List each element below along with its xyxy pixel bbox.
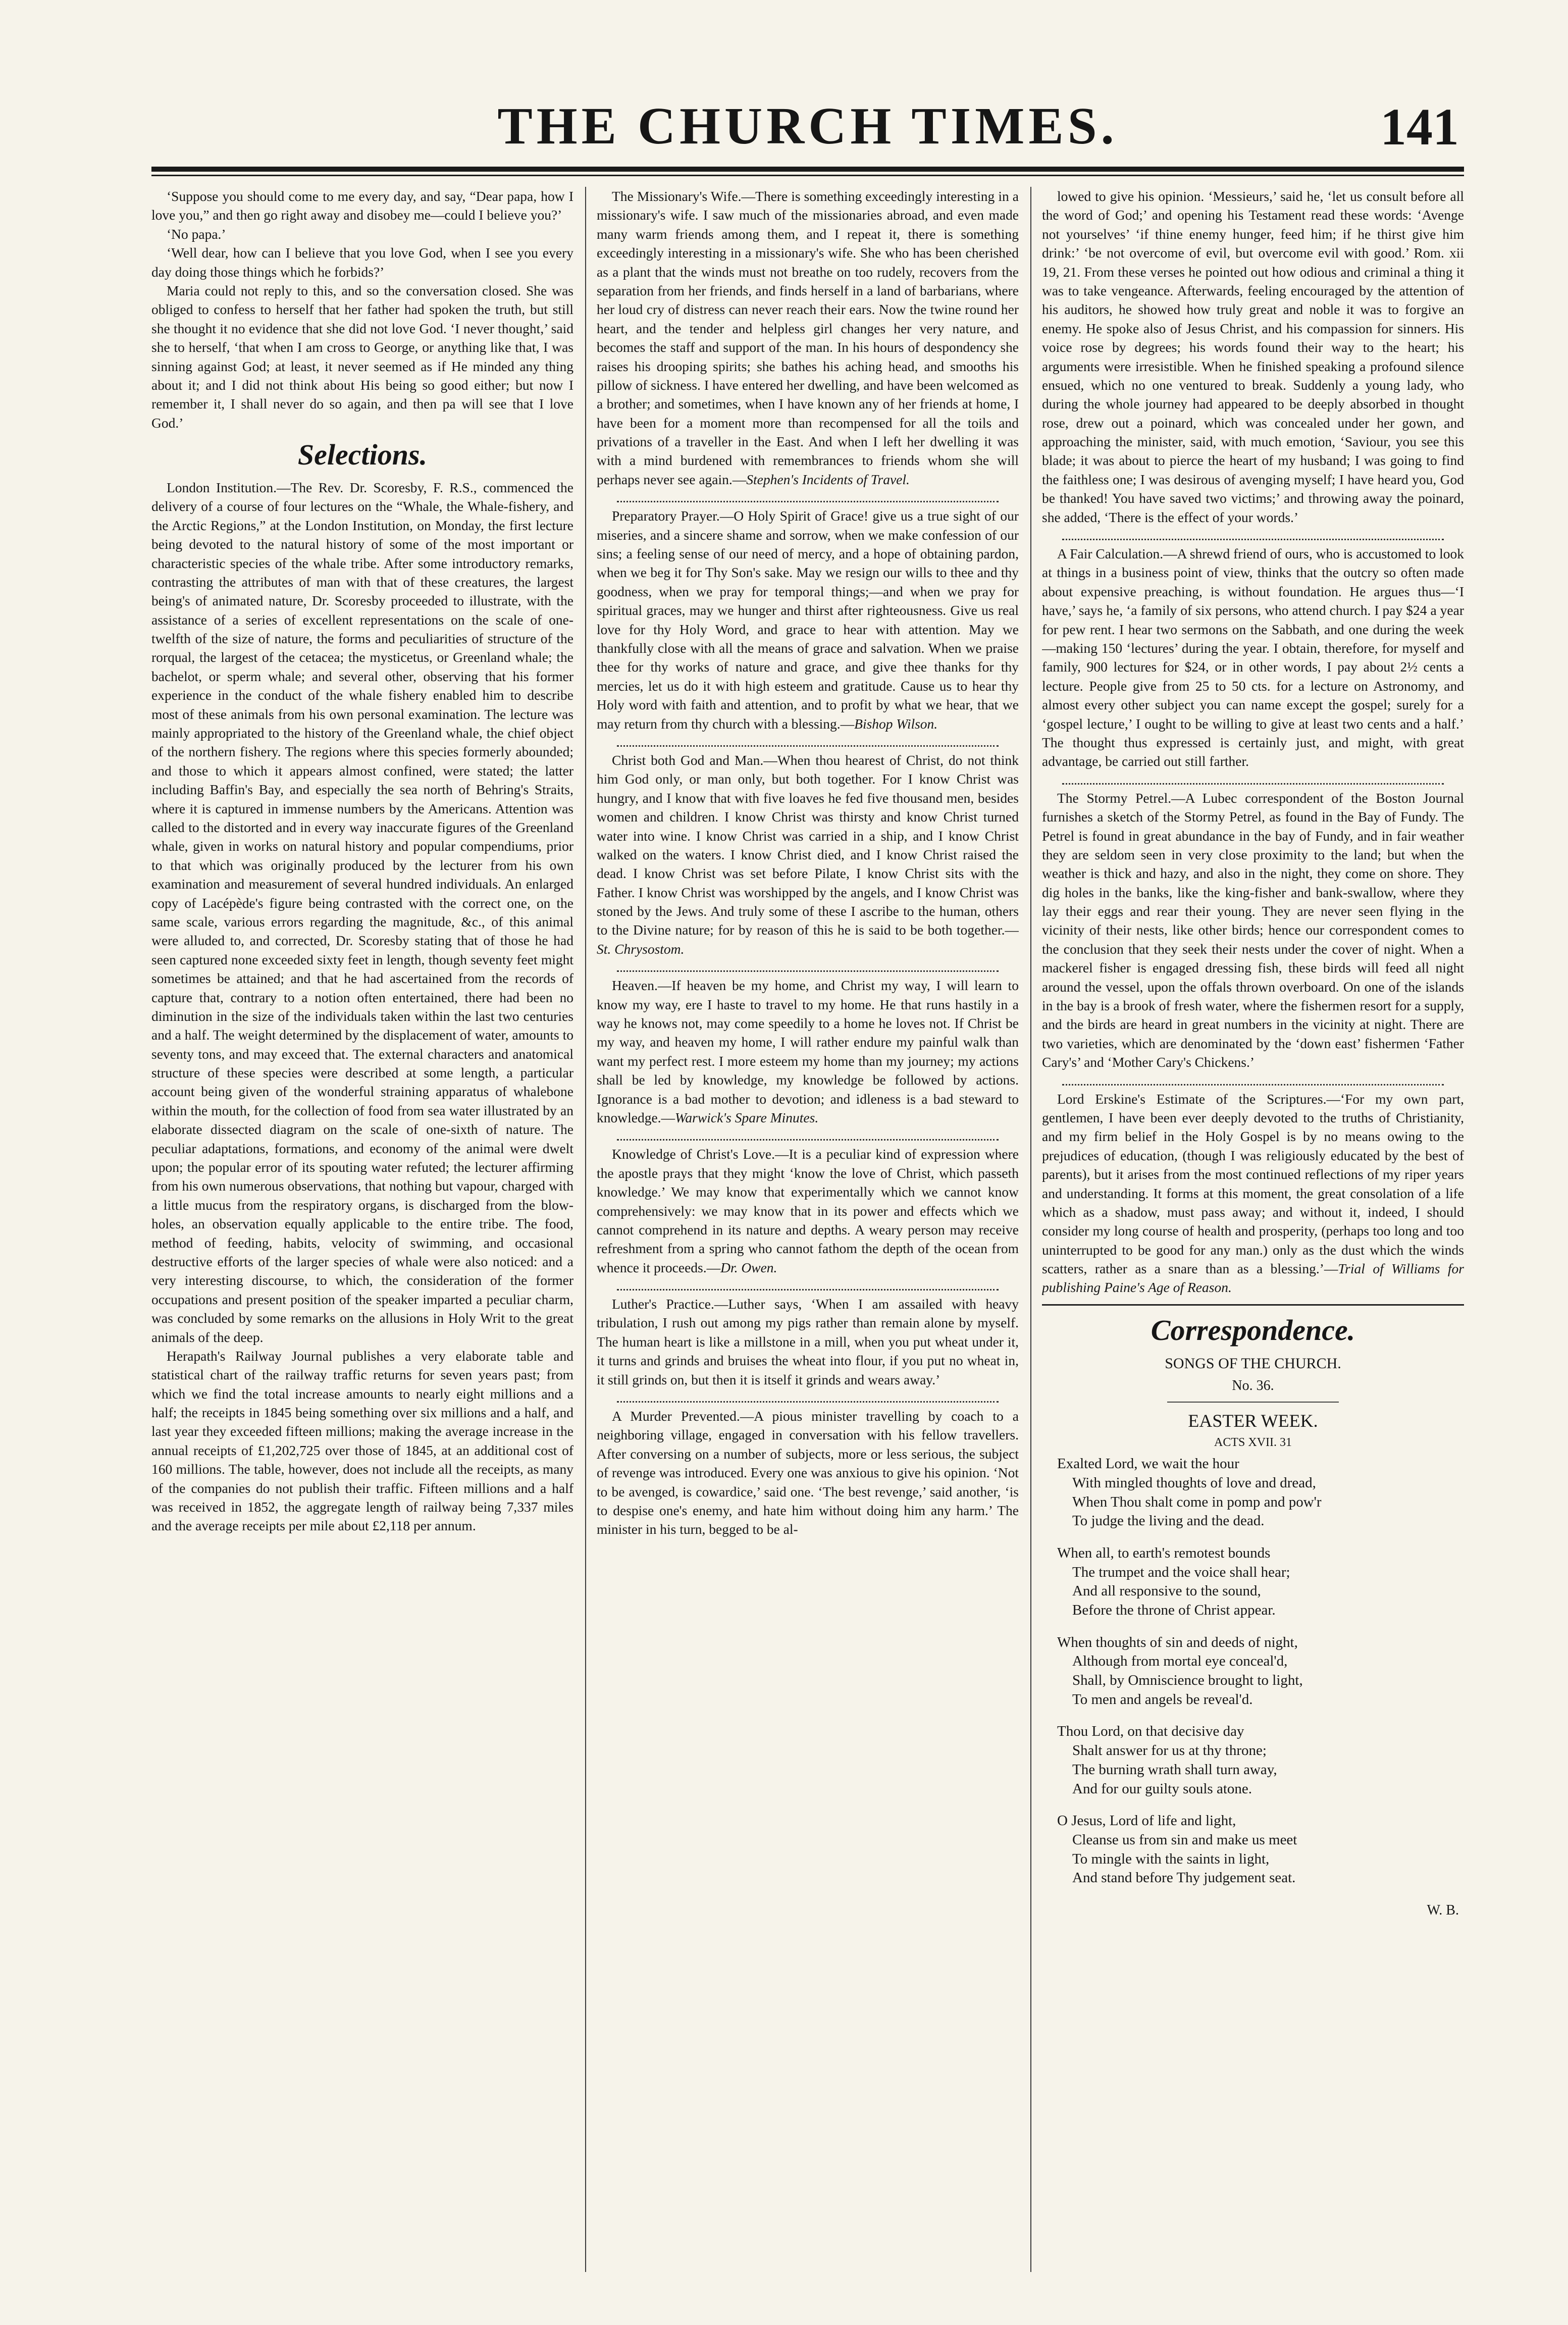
- poem-stanza: [1057, 1722, 1464, 1798]
- correspondence-heading: Correspondence.: [1151, 1313, 1355, 1347]
- masthead-title: THE CHURCH TIMES.: [497, 97, 1118, 155]
- story-paragraph: ‘Suppose you should come to me every day, and say, “Dear papa, how I love you,” and then go right away and disobey me—could I believe you?’: [151, 188, 573, 223]
- poem-title: EASTER WEEK.: [1188, 1410, 1318, 1431]
- article-herapath: Herapath's Railway Journal publishes a very elaborate table and statistical chart of the railway traffic returns for seven years past; from which we find the total increase amounts to nearly eight millions and a half; the receipts in 1845 being something over six millions and a half, and last year they exceeded fifteen millions; making the average increase in the annual receipts of £1,202,725 over those of 1845, at an additional cost of 160 millions. The table, however, does not include all the receipts, as many of the companies do not publish their traffic. Fifteen millions and a half was received in 1852, the aggregate length of railway being 7,337 miles and the average receipts per mile about £2,118 per annum.: [151, 1348, 573, 1534]
- poem-line: The burning wrath shall turn away,: [1072, 1761, 1277, 1778]
- poem-line: When all, to earth's remotest bounds: [1057, 1544, 1271, 1561]
- column-1: [151, 187, 573, 2272]
- poem-stanza: [1057, 1455, 1464, 1531]
- article-text: Christ both God and Man.—When thou hearest of Christ, do not think him God only, or man only, but both together. For I know Christ was hungry, and I know that with five loaves he fed five thousand men, besides women and children. I know Christ was thirsty and know Christ turned water into wine. I know Christ was carried in a ship, and I know Christ walked on the waters. I know Christ died, and I know Christ raised the dead. I know Christ was set before Pilate, I know Christ sits with the Father. I know Christ was worshipped by the angels, and I know Christ was stoned by the Jews. And truly some of these I ascribe to the human, others to the Divine nature; for by reason of this he is said to be both together.—: [597, 752, 1019, 938]
- poem-line: Thou Lord, on that decisive day: [1057, 1723, 1244, 1740]
- poem-stanza: [1057, 1544, 1464, 1620]
- masthead: [151, 91, 1464, 172]
- story-paragraph: Maria could not reply to this, and so the conversation closed. She was obliged to confess to herself that her father had spoken the truth, but still she thought it no evidence that she did not love God. ‘I never thought,’ said she to herself, ‘that when I am cross to George, or anything like that, I was sinning against God; at least, it never seemed as if He minded any thing about it; and I did not think about His being so good either; but now I remember it, I shall never do so again, and then pa will see that I love God.’: [151, 282, 573, 431]
- separator: [1062, 531, 1444, 540]
- poem-line: Although from mortal eye conceal'd,: [1072, 1653, 1288, 1670]
- column-2: [597, 187, 1019, 2272]
- poem-line: Shall, by Omniscience brought to light,: [1072, 1672, 1303, 1689]
- separator: [1062, 1076, 1444, 1086]
- correspondence-section: [1042, 1304, 1464, 1920]
- separator: [617, 1393, 999, 1403]
- article-text: Preparatory Prayer.—O Holy Spirit of Grace! give us a true sight of our miseries, and a sincere shame and sorrow, when we make confession of our sins; a feeling sense of our need of mercy, and a hope of obtaining pardon, when we beg it for Thy Son's sake. May we resign our wills to thee and thy goodness, when we pray for temporal things;—and when we pray for spiritual graces, may we hunger and thirst after righteousness. Give us real love for thy Holy Word, and grace to hear with attention. May we thankfully close with all the means of grace and salvation. When we praise thee for thy works of nature and grace, and give thee thanks for thy mercies, let us do it with high esteem and gratitude. Cause us to hear thy Holy word with faith and attention, and to profit by what we hear, that we may return from thy church with a blessing.—: [597, 508, 1019, 732]
- story-paragraph: ‘No papa.’: [167, 226, 226, 242]
- poem-line: When thoughts of sin and deeds of night,: [1057, 1634, 1298, 1650]
- poem-line: And for our guilty souls atone.: [1072, 1780, 1252, 1797]
- column-divider: [1030, 187, 1031, 2272]
- poem-line: And stand before Thy judgement seat.: [1072, 1870, 1296, 1886]
- songs-title: SONGS OF THE CHURCH.: [1165, 1355, 1341, 1372]
- separator: [617, 1281, 999, 1290]
- poem-line: Cleanse us from sin and make us meet: [1072, 1831, 1297, 1848]
- newspaper-page: [151, 91, 1464, 2277]
- article-luther: Luther's Practice.—Luther says, ‘When I am assailed with heavy tribulation, I rush out among my pigs rather than remain alone by myself. The human heart is like a millstone in a mill, when you put wheat under it, it turns and grinds and bruises the wheat into flour, if you put no wheat in, it still grinds on, but then it is itself it grinds and wears away.’: [597, 1296, 1019, 1387]
- article-text: Lord Erskine's Estimate of the Scriptures.—‘For my own part, gentlemen, I have been ever deeply devoted to the truths of Christianity, and my firm belief in the Holy Gospel is by no means owing to the prejudices of education, (though I was religiously educated by the best of parents), but it arises from the most continued reflections of my riper years and understanding. It forms at this moment, the great consolation of a life which as a shadow, must pass away; and without it, indeed, I should consider my long course of health and prosperity, (perhaps too long and too uninterrupted to be good for any man.) only as the dust which the winds scatters, rather as a snare than as a blessing.’—: [1042, 1091, 1464, 1277]
- poem-line: To mingle with the saints in light,: [1072, 1850, 1270, 1867]
- separator: [1062, 775, 1444, 785]
- article-text: Heaven.—If heaven be my home, and Christ my way, I will learn to know my way, ere I haste to travel to my home. He that runs hastily in a way he knows not, may come speedily to a home he loves not. If Christ be my way, and heaven my home, I will rather endure my painful walk than want my perfect rest. I more esteem my home than my journey; my actions shall be led by knowledge, my knowledge be followed by actions. Ignorance is a bad mother to devotion; and idleness is a bad steward to knowledge.—: [597, 977, 1019, 1125]
- poem-line: To men and angels be reveal'd.: [1072, 1691, 1253, 1708]
- poem-line: The trumpet and the voice shall hear;: [1072, 1564, 1290, 1580]
- divider-rule: [1167, 1402, 1339, 1403]
- article-knowledge: [597, 1145, 1019, 1277]
- poem-reference: ACTS XVII. 31: [1214, 1435, 1292, 1449]
- article-missionary-wife: The Missionary's Wife.—There is something exceedingly interesting in a missionary's wife. I saw much of the missionaries abroad, and even made many warm friends among them, and I repeat it, there is something exceedingly interesting in a missionary's wife. She who has been cherished as a plant that the winds must not breathe on too rudely, recovers from the separation from her friends, and finds herself in a land of barbarians, where her loud cry of distress can never reach their ears. Now the twine round her heart, and the tender and helpless girl changes her very nature, and becomes the staff and support of the man. In his hours of despondency she raises his drooping spirits; she bathes his aching head, and smooths his pillow of sickness. I have entered her dwelling, and have been welcomed as a brother; and sometimes, when I have known any of her friends at home, I have been for a moment more than recompensed for all the toils and privations of a traveller in the East. And when I left her dwelling it was with a mind burdened with remembrances to friends whom she will perhaps never see again.—Stephen's Incidents of Travel.: [597, 188, 1019, 487]
- poem-line: Exalted Lord, we wait the hour: [1057, 1456, 1239, 1472]
- article-christ-god-man: [597, 751, 1019, 958]
- article-heaven: [597, 976, 1019, 1127]
- citation: Bishop Wilson.: [854, 715, 938, 732]
- citation: St. Chrysostom.: [597, 941, 685, 957]
- article-murder-prevented: A Murder Prevented.—A pious minister travelling by coach to a neighboring village, engaged in conversation with his fellow travellers. After conversing on a number of subjects, more or less serious, the subject of revenge was introduced. Every one was anxious to give his opinion. ‘Not to be avenged, is cowardice,’ said one. ‘The best revenge,’ said another, ‘is to despise one's enemy, and hate him without doing him any harm.’ The minister in his turn, begged to be al-: [597, 1408, 1019, 1537]
- separator: [617, 1131, 999, 1141]
- separator: [617, 493, 999, 502]
- separator: [617, 962, 999, 972]
- poem-stanza: [1057, 1812, 1464, 1888]
- poem-line: O Jesus, Lord of life and light,: [1057, 1813, 1236, 1829]
- separator: [617, 737, 999, 747]
- poem-line: And all responsive to the sound,: [1072, 1583, 1261, 1599]
- column-divider: [585, 187, 586, 2272]
- poem-line: Before the throne of Christ appear.: [1072, 1602, 1276, 1619]
- article-text: The Missionary's Wife.—There is something exceedingly interesting in a missionary's wife. I saw much of the missionaries abroad, and even made many warm friends among them, and I repeat it, there is something exceedingly interesting in a missionary's wife. She who has been cherished as a plant that the winds must not breathe on too rudely, recovers from the separation from her friends, and finds herself in a land of barbarians, where her loud cry of distress can never reach their ears. Now the twine round her heart, and the tender and helpless girl changes her very nature, and becomes the staff and support of the man. In his hours of despondency she raises his drooping spirits; she bathes his aching head, and smooths his pillow of sickness. I have entered her dwelling, and have been welcomed as a brother; and sometimes, when I have known any of her friends at home, I have been for a moment more than recompensed for all the toils and privations of a traveller in the East. And when I left her dwelling it was with a mind burdened with remembrances to friends whom she will perhaps never see again.: [597, 188, 1019, 487]
- signature: W. B.: [1427, 1902, 1459, 1918]
- article-stormy-petrel: The Stormy Petrel.—A Lubec correspondent of the Boston Journal furnishes a sketch of the Stormy Petrel, as found in the Bay of Fundy. The Petrel is found in great abundance in the bay of Fundy, and in fair weather they are seldom seen in very close proximity to the land; but when the weather is thick and hazy, and also in the night, they come on shore. They dig holes in the banks, like the king-fisher and bank-swallow, where they lay their eggs and rear their young. They are never seen flying in the vicinity of their nests, like other birds; hence our correspondent comes to the conclusion that they seek their nests under the cover of night. When a mackerel fisher is engaged dressing fish, these birds will feed all night around the vessel, upon the offals thrown overboard. On one of the islands in the bay is a brook of fresh water, where the fishermen resort for a supply, and the birds are heard in great numbers in the vicinity at night. There are two varieties, which are denominated by the ‘down east’ fishermen ‘Father Cary's’ and ‘Mother Cary's Chickens.’: [1042, 790, 1464, 1070]
- article-murder-continued: lowed to give his opinion. ‘Messieurs,’ said he, ‘let us consult before all the word of God;’ and opening his Testament read these words: ‘Avenge not yourselves’ ‘if thine enemy hunger, feed him; if he thirst give him drink:’ ‘be not overcome of evil, but overcome evil with good.’ Rom. xii 19, 21. From these verses he pointed out how odious and criminal a thing it was to take vengeance. Afterwards, feeling encouraged by the attention of his auditors, he showed how truly great and noble it was to forgive an enemy. He spoke also of Jesus Christ, and his compassion for sinners. His voice rose by degrees; his words found their way to the heart; his arguments were irresistible. When he finished speaking a profound silence ensued, which no one ventured to break. Suddenly a young lady, who during the whole journey had appeared to be deeply absorbed in thought rose, drew out a poinard, which was concealed under her gown, and approaching the minister, said, with much emotion, ‘Saviour, you see this blade; it was about to pierce the heart of my husband; I was going to find the faithless one; I was desirous of avenging myself; I have heard you, God be thanked! You have saved two victims;’ and throwing away the poinard, she added, ‘There is the effect of your words.’: [1042, 188, 1464, 525]
- masthead-rule: [151, 175, 1464, 176]
- poem-line: When Thou shalt come in pomp and pow'r: [1072, 1493, 1322, 1510]
- citation: Dr. Owen.: [720, 1259, 777, 1275]
- column-3: [1042, 187, 1464, 2272]
- poem-line: With mingled thoughts of love and dread,: [1072, 1474, 1316, 1491]
- songs-number: No. 36.: [1232, 1377, 1274, 1393]
- article-erskine: [1042, 1090, 1464, 1297]
- article-fair-calculation: A Fair Calculation.—A shrewd friend of ours, who is accustomed to look at things in a business point of view, thinks that the outcry so often made about expensive preaching, is without foundation. He argues thus—‘I have,’ says he, ‘a family of six persons, who attend church. I pay $24 a year for pew rent. I hear two sermons on the Sabbath, and one during the week—making 150 ‘lectures’ during the year. I obtain, therefore, for myself and family, 900 lectures for $24, or in other words, I pay about 2½ cents a lecture. People give from 25 to 50 cts. for a lecture on Astronomy, and almost every other subject you can name except the gospel; surely for a ‘gospel lecture,’ I ought to be willing to give at least two cents and a half.’ The thought thus expressed is certainly just, and might, with great advantage, be carried out still farther.: [1042, 546, 1464, 769]
- citation: Trial of Williams for publishing Paine's Age of Reason.: [1042, 1261, 1464, 1296]
- poem-stanza: [1057, 1633, 1464, 1710]
- article-london-institution: London Institution.—The Rev. Dr. Scoresby, F. R.S., commenced the delivery of a course of four lectures on the “Whale, the Whale-fishery, and the Arctic Regions,” at the London Institution, on Monday, the first lecture being devoted to the natural history of some of the most important or characteristic species of the whale tribe. After some introductory remarks, contrasting the attributes of man with that of these creatures, the largest being's of animated nature, Dr. Scoresby proceeded to illustrate, with the assistance of a series of excellent representations on the scale of one-twelfth of the size of nature, the forms and peculiarities of structure of the rorqual, the largest of the cetacea; the mysticetus, or Greenland whale; the bachelot, or sperm whale; and several other, observing that his former experience in the conduct of the whale fishery enabled him to describe most of these animals from his own personal examination. The lecture was mainly appropriated to the history of the Greenland whale, the chief object of the northern fishery. The regions where this species formerly abounded; and those to which it appears almost confined, were stated; the latter including Baffin's Bay, and especially the sea north of Behring's Straits, where it is captured in immense numbers by the Americans. Attention was called to the distorted and in every way inaccurate figures of the Greenland whale, given in works on natural history and popular compendiums, prior to that which was originally produced by the lecturer from his own examination and measurement of several hundred individuals. An enlarged copy of Lacépède's figure being contrasted with the correct one, on the same scale, various errors regarding the magnitude, &c., of this animal were alluded to, and corrected, Dr. Scoresby stating that of those he had seen captured none exceeded sixty feet in length, though seventy feet might sometimes be attained; and that he had ascertained from the records of capture that, contrary to a notion often entertained, there had been no diminution in the size of the individuals taken within the last two centuries and a half. The weight determined by the displacement of water, amounts to seventy tons, and may exceed that. The external characters and anatomical structure of these species were described at some length, a particular account being given of the wonderful straining apparatus of whalebone within the mouth, for the collection of food from sea water illustrated by an elaborate dissected diagram on the scale of one-sixth of nature. The peculiar adaptations, formations, and economy of the animal were dwelt upon; the popular error of its spouting water refuted; the lecturer affirming from his own numerous observations, that nothing but vapour, charged with a little mucus from the respiratory organs, is discharged from the blow-holes, an observation equally applicable to the entire tribe. The food, method of feeding, habits, velocity of swimming, and occasional destructive efforts of the larger species of whale were also noticed: and a very interesting discourse, to which, the consideration of the former occupations and present position of the speaker imparted a peculiar charm, was concluded by some remarks on the allusions in Holy Writ to the great animals of the deep.: [151, 479, 573, 1345]
- poem-line: To judge the living and the dead.: [1072, 1513, 1265, 1529]
- poem-line: Shalt answer for us at thy throne;: [1072, 1742, 1267, 1759]
- story-paragraph: ‘Well dear, how can I believe that you love God, when I see you every day doing those things which he forbids?’: [151, 245, 573, 280]
- page-number: 141: [1380, 98, 1459, 156]
- article-text: Knowledge of Christ's Love.—It is a peculiar kind of expression where the apostle prays that they might ‘know the love of Christ, which passeth knowledge.’ We may know that experimentally which we cannot know comprehensively: we may know that in its power and effects which we cannot comprehend in its nature and depths. A weary person may receive refreshment from a spring who cannot fathom the depth of the ocean from whence it proceeds.—: [597, 1146, 1019, 1275]
- article-prayer: [597, 506, 1019, 733]
- citation: Warwick's Spare Minutes.: [675, 1109, 819, 1125]
- columns: [151, 187, 1464, 2272]
- selections-heading: Selections.: [297, 438, 428, 472]
- citation: Stephen's Incidents of Travel.: [746, 471, 910, 487]
